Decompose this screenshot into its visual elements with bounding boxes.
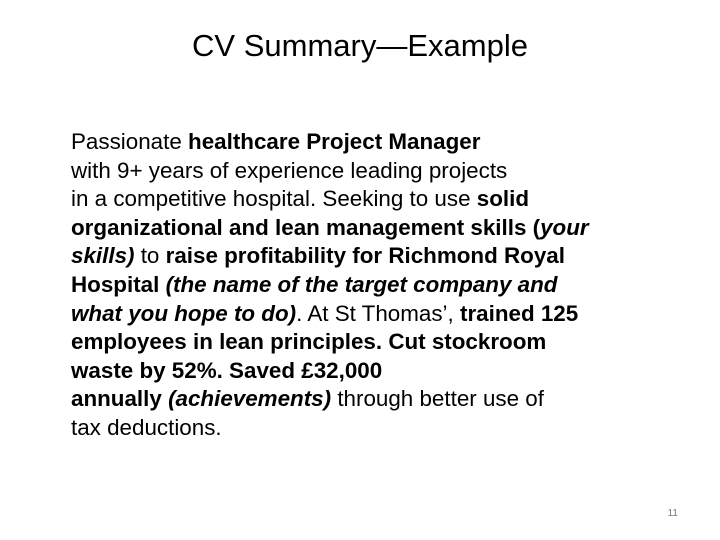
text-line — [71, 414, 711, 443]
text-run: Passionate — [71, 129, 189, 154]
text-line — [71, 357, 711, 386]
text-run: healthcare Project Manager — [188, 129, 481, 154]
text-run: raise profitability for Richmond Royal — [165, 243, 565, 269]
text-run: Hospital — [71, 271, 166, 297]
text-run: solid — [476, 186, 530, 212]
text-run: organizational and lean management skills ( — [71, 214, 541, 240]
text-run: in a competitive hospital. Seeking to use — [71, 186, 477, 212]
text-run: skills) — [71, 243, 135, 269]
text-line — [71, 385, 711, 414]
text-line — [71, 328, 711, 357]
text-run: trained 125 — [459, 300, 579, 326]
cv-summary-paragraph — [71, 128, 711, 443]
text-run: tax deductions. — [71, 414, 222, 440]
slide-number: 11 — [667, 508, 678, 519]
text-line — [71, 157, 711, 186]
text-run: . At St Thomas’, — [296, 300, 460, 326]
text-line — [71, 214, 711, 243]
text-run: to — [134, 243, 166, 269]
text-run: through better use of — [331, 386, 544, 412]
text-run: (the name of the target company and — [165, 271, 558, 297]
slide-title: CV Summary—Example — [192, 28, 528, 63]
text-run: what you hope to do) — [71, 300, 297, 326]
text-run: employees in lean principles. Cut stockroom — [71, 329, 547, 355]
text-run: waste by 52%. Saved £32,000 — [71, 357, 383, 383]
text-run: your — [540, 214, 589, 240]
text-run: (achievements) — [168, 386, 332, 412]
text-run: annually — [71, 386, 169, 412]
text-run: with 9+ years of experience leading projects — [71, 157, 508, 183]
text-line — [71, 242, 711, 271]
text-line — [71, 300, 711, 329]
text-line — [71, 185, 711, 214]
text-line — [71, 271, 711, 300]
text-line — [71, 128, 711, 157]
